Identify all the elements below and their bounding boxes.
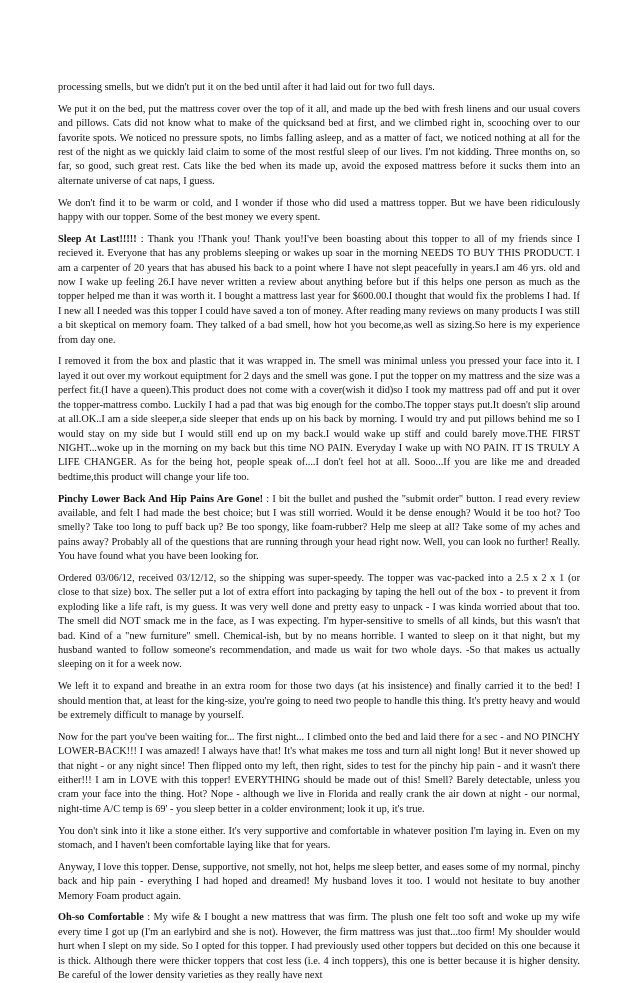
paragraph-text: Thank you !Thank you! Thank you!I've been boasting about this topper to all of my friends since I recieved it. Everyone that has any problems sleeping or wakes up soar in the morning NEEDS TO BUY THIS PRODUCT. I am a carpenter of 20 years that has abused his back to a point where I have not slept peacefully in years.I am 46 yrs. old and now I wake up feeling 26.I have never written a review about anything before but if this helps one person as much as the topper helped me than it was worth it. I bought a mattress last year for $600.00.I thought that would fix the problems I had. If I new all I needed was this topper I could have saved a ton of money. After reading many reviews on many products I was still a bit skeptical on memory foam. They talked of a bad smell, how hot you become,as well as sizing.So here is my experience from day one. bbox=[58, 233, 580, 346]
review-title: Sleep At Last!!!!! bbox=[58, 233, 137, 245]
paragraph-text: My wife & I bought a new mattress that was firm. The plush one felt too soft and woke up my wife every time I got up (I'm an earlybird and she is not). However, the firm mattress was just that...too firm! My shoulder would hurt when I slept on my side. So I opted for this topper. I had previously used other toppers but decided on this one because it is thick. Although there were thicker toppers that cost less (i.e. 4 inch toppers), this one is better because it is higher density. Be careful of the lower density varieties as they really have next bbox=[58, 912, 580, 982]
title-separator: : bbox=[143, 912, 154, 924]
title-separator: : bbox=[136, 233, 148, 245]
review-paragraph bbox=[58, 355, 580, 485]
review-paragraph bbox=[58, 103, 580, 189]
review-title: Oh-so Comfortable bbox=[58, 912, 144, 924]
review-paragraph bbox=[58, 680, 580, 723]
review-paragraph bbox=[58, 197, 580, 226]
paragraph-text: I bit the bullet and pushed the "submit order" button. I read every review available, and felt I had made the best choice; but I was still worried. Would it be dense enough? Would it be too hot? Too smelly? Take too long to puff back up? Be too spongy, like foam-rubber? Help me sleep at all? Take some of my aches and pains away? Probably all of the questions that are running through your head right now. Well, you can look no further! Really. You have found what you have been looking for. bbox=[58, 493, 581, 563]
review-paragraph bbox=[58, 911, 580, 983]
review-text-body bbox=[58, 81, 580, 983]
review-paragraph bbox=[58, 861, 580, 904]
paragraph-text: I removed it from the box and plastic that it was wrapped in. The smell was minimal unless you pressed your face into it. I layed it out over my workout equiptment for 2 days and the smell was gone. I put the topper on my mattress and the size was a perfect fit.(I have a queen).This product does not come with a cover(wish it did)so I took my mattress pad off and put it over the topper-mattress combo. Luckily I had a pad that was big enough for the combo.The topper stays put.It doesn't slip around at all.OK..I am a side sleeper,a side sleeper that ends up on his back by morning. I would try and put pillows behind me so I would stay on my side but I would still end up on my back.I would wake up stiff and could barely move.THE FIRST NIGHT...woke up in the morning on my back but this time NO PAIN. Everyday I wake up with NO PAIN. IT IS TRULY A LIFE CHANGER. As for the being hot, people speak of....I don't feel hot at all. Sooo...If you are like me and dreaded bedtime,this product will change your life too. bbox=[58, 356, 580, 483]
review-title: Pinchy Lower Back And Hip Pains Are Gone! bbox=[58, 493, 264, 505]
paragraph-text: Ordered 03/06/12, received 03/12/12, so the shipping was super-speedy. The topper was vac-packed into a 2.5 x 2 x 1 (or close to that size) box. The seller put a lot of extra effort into packaging by taping the hell out of the box - to prevent it from exploding like a life raft, is my guess. It was very well done and pretty easy to unpack - I was kinda worried about that too. The smell did NOT smack me in the face, as I was expecting. I'm hyper-sensitive to smells of all kinds, but this wasn't that bad. Kind of a "new furniture" smell. Chemical-ish, but by no means horrible. I wanted to sleep on it that night, but my husband wanted to follow someone's recommendation, and made us wait for two whole days. -So that makes us actually sleeping on it for a week now. bbox=[58, 572, 580, 671]
review-paragraph bbox=[58, 572, 580, 673]
paragraph-text: Anyway, I love this topper. Dense, supportive, not smelly, not hot, helps me sleep better, and eases some of my normal, pinchy back and hip pain - everything I had hoped and dreamed! My husband loves it too. I would not hesitate to buy another Memory Foam product again. bbox=[58, 861, 580, 902]
title-separator: : bbox=[263, 493, 273, 505]
review-paragraph bbox=[58, 731, 580, 817]
review-paragraph bbox=[58, 81, 580, 95]
paragraph-text: We left it to expand and breathe in an extra room for those two days (at his insistence) and finally carried it to the bed! I should mention that, at least for the king-size, you're going to need two people to handle this thing. It's pretty heavy and would be extremely difficult to manage by yourself. bbox=[58, 681, 580, 721]
paragraph-text: processing smells, but we didn't put it on the bed until after it had laid out for two full days. bbox=[58, 82, 435, 93]
paragraph-text: You don't sink into it like a stone either. It's very supportive and comfortable in whatever position I'm laying in. Even on my stomach, and I haven't been comfortable laying like that for years. bbox=[58, 825, 580, 852]
review-paragraph bbox=[58, 493, 580, 565]
paragraph-text: We don't find it to be warm or cold, and I wonder if those who did used a mattress topper. But we have been ridiculously happy with our topper. Some of the best money we every spent. bbox=[58, 197, 580, 224]
paragraph-text: We put it on the bed, put the mattress cover over the top of it all, and made up the bed with fresh linens and our usual covers and pillows. Cats did not know what to make of the quicksand bed at first, and we climbed right in, scooching over to our favorite spots. We noticed no pressure spots, no limbs falling asleep, and as a matter of fact, we noticed nothing at all for the rest of the night as we quickly laid claim to some of the most restful sleep of our lives. I'm not kidding. Three months on, so far, so good, such great rest. Cats like the bed when its made up, avoid the exposed mattress before it sucks them into an alternate universe of cat naps, I guess. bbox=[58, 103, 580, 187]
review-paragraph bbox=[58, 233, 580, 348]
paragraph-text: Now for the part you've been waiting for... The first night... I climbed onto the bed and laid there for a sec - and NO PINCHY LOWER-BACK!!! I was amazed! I always have that! It's what makes me toss and turn all night long! But it never showed up that night - or any night since! Then flipped onto my left, then right, sides to test for the pinchy hip pain - and it wasn't there either!!! I am in LOVE with this topper! EVERYTHING should be made out of this! Smell? Barely detectable, unless you cram your face into the thing. Hot? Nope - although we live in Florida and really crank the air down at night - our normal, night-time A/C temp is 69' - you sleep better in a colder environment; look it up, it's true. bbox=[58, 731, 580, 815]
review-paragraph bbox=[58, 825, 580, 854]
